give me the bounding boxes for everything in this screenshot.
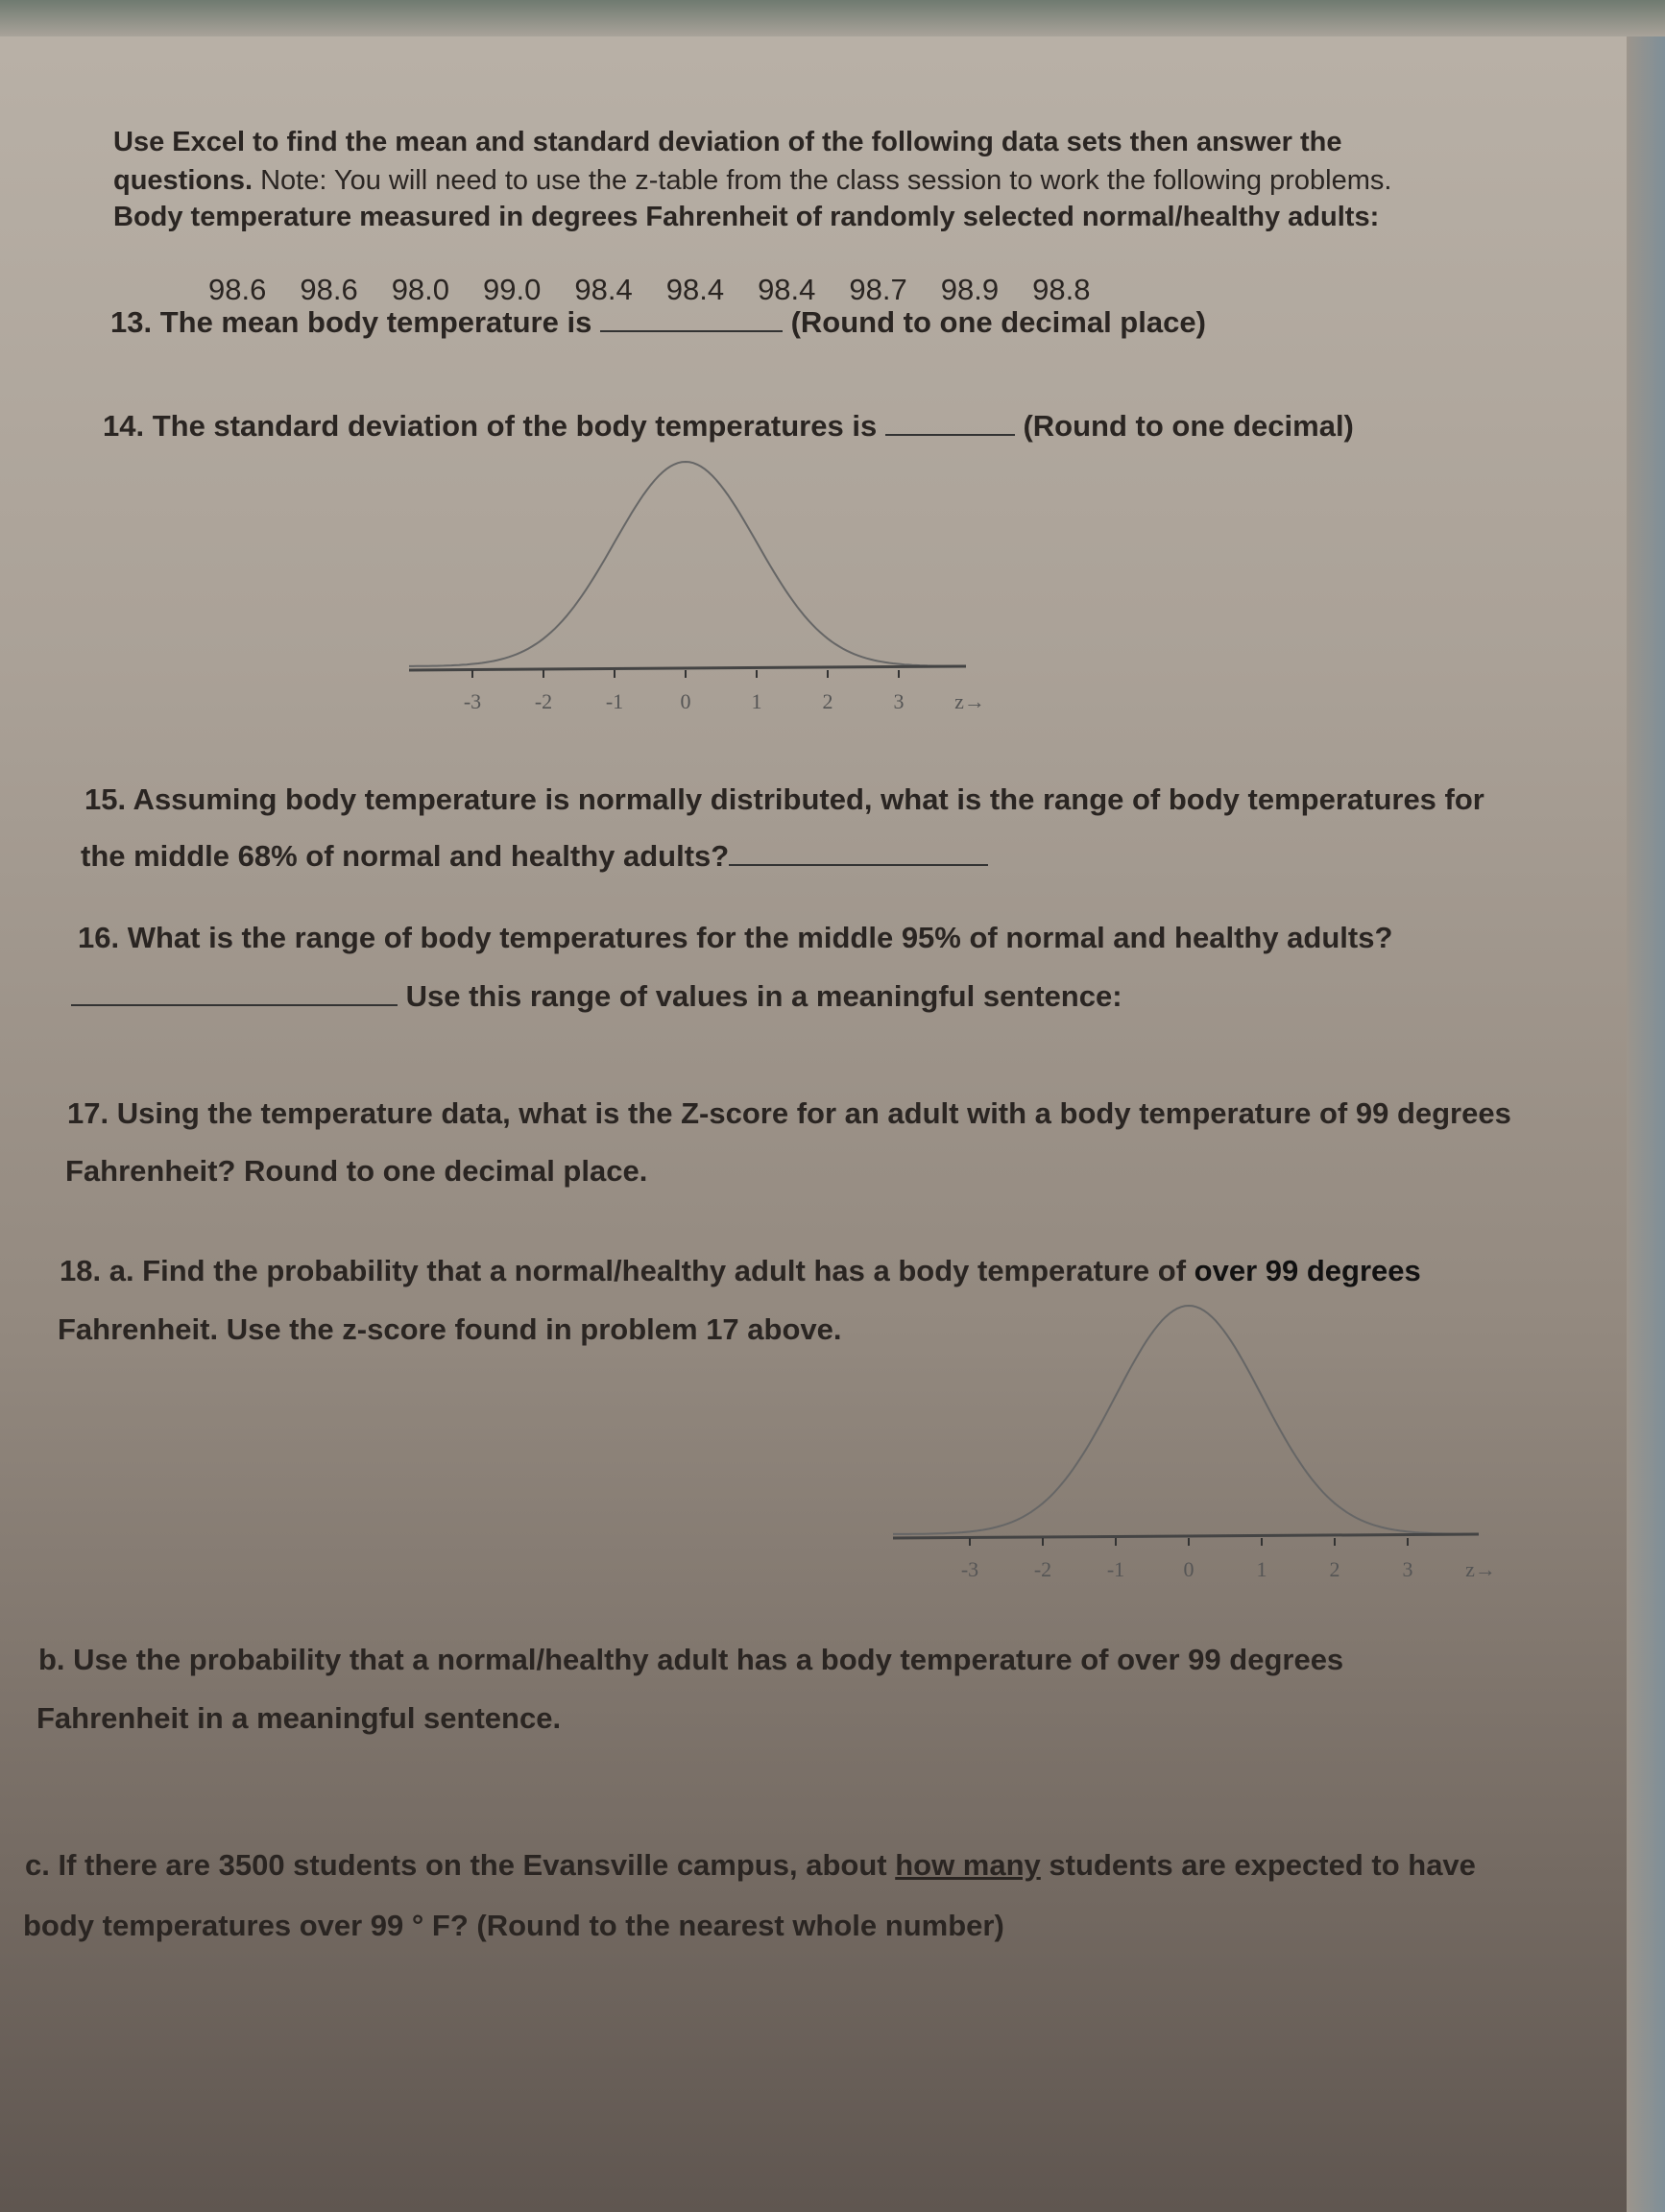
tick-label: 3 [1402, 1557, 1413, 1581]
q14-text: 14. The standard deviation of the body temperatures is [103, 409, 878, 443]
q16-text: Use this range of values in a meaningful sentence: [405, 979, 1122, 1013]
tick-label: 1 [751, 689, 762, 713]
data-value: 99.0 [483, 273, 542, 306]
z-axis [409, 666, 966, 670]
tick-label: -1 [1106, 1557, 1125, 1581]
q16-answer-blank[interactable] [71, 1003, 398, 1006]
data-value: 98.6 [208, 273, 267, 306]
tick-label: 3 [893, 689, 905, 713]
q18a-line-1 [60, 1254, 1421, 1288]
q16-line-2 [71, 979, 1122, 1014]
q14-note: (Round to one decimal) [1023, 409, 1354, 443]
tick-label: -2 [534, 689, 553, 713]
z-axis [893, 1534, 1479, 1538]
question-13 [110, 305, 1206, 340]
q18a-text: 18. a. Find the probability that a normal/healthy adult has a body temperature of [60, 1254, 1187, 1287]
instructions-line-3: Body temperature measured in degrees Fahrenheit of randomly selected normal/healthy adults: [113, 202, 1380, 232]
q18c-line-1 [25, 1848, 1476, 1883]
tick-label: 0 [1183, 1557, 1194, 1581]
instructions-questions: questions. [113, 165, 253, 196]
data-value: 98.6 [300, 273, 358, 306]
photo-background-top [0, 0, 1665, 36]
instructions-line-2 [113, 165, 1391, 197]
q15-text: the middle 68% of normal and healthy adults? [81, 839, 730, 873]
q15-line-1: 15. Assuming body temperature is normally distributed, what is the range of body temperatures for [84, 782, 1484, 816]
q18c-line-2: body temperatures over 99 ° F? (Round to the nearest whole number) [23, 1909, 1004, 1942]
q18a-emphasis: over 99 degrees [1194, 1254, 1421, 1287]
bell-curve [409, 462, 966, 666]
data-value: 98.7 [849, 273, 907, 306]
tick-label: 1 [1256, 1557, 1267, 1581]
q17-line-1: 17. Using the temperature data, what is the Z-score for an adult with a body temperature of 99 degrees [67, 1096, 1511, 1130]
z-axis-label: z→ [1465, 1557, 1496, 1581]
tick-label: 2 [822, 689, 833, 713]
tick-label: -3 [960, 1557, 979, 1581]
bell-curve [893, 1306, 1477, 1534]
normal-curve-2 [893, 1304, 1508, 1592]
q18c-text-end: students are expected to have [1049, 1848, 1476, 1882]
tick-label: 0 [680, 689, 691, 713]
question-14 [103, 409, 1354, 444]
tick-label: -2 [1033, 1557, 1052, 1581]
data-value: 98.4 [574, 273, 633, 306]
data-value: 98.4 [665, 273, 725, 306]
data-value: 98.9 [940, 273, 1000, 306]
photo-background-edge [1627, 36, 1665, 2212]
tick-label: -3 [463, 689, 482, 713]
z-axis-label: z→ [954, 689, 985, 713]
tick-label: -1 [605, 689, 624, 713]
q18c-underlined: how many [895, 1848, 1041, 1882]
q18b-line-1: b. Use the probability that a normal/healthy adult has a body temperature of over 99 degrees [38, 1643, 1344, 1676]
q16-line-1: 16. What is the range of body temperatures for the middle 95% of normal and healthy adults? [78, 921, 1393, 954]
q13-answer-blank[interactable] [600, 329, 783, 332]
instructions-line-1: Use Excel to find the mean and standard deviation of the following data sets then answer the [113, 127, 1342, 157]
q13-text: 13. The mean body temperature is [110, 305, 592, 339]
q18c-text: c. If there are 3500 students on the Evansville campus, about [25, 1848, 887, 1882]
q15-line-2 [81, 839, 988, 874]
data-value: 98.8 [1032, 273, 1091, 306]
instructions-note: Note: You will need to use the z-table from the class session to work the following problems. [260, 165, 1392, 196]
tick-label: 2 [1329, 1557, 1340, 1581]
q14-answer-blank[interactable] [885, 433, 1015, 436]
data-values-row [208, 273, 1123, 307]
q15-answer-blank[interactable] [729, 863, 988, 866]
q18a-line-2: Fahrenheit. Use the z-score found in problem 17 above. [58, 1312, 842, 1346]
q13-note: (Round to one decimal place) [790, 305, 1206, 339]
q17-line-2: Fahrenheit? Round to one decimal place. [65, 1154, 648, 1188]
data-value: 98.0 [391, 273, 450, 306]
q18b-line-2: Fahrenheit in a meaningful sentence. [36, 1701, 562, 1735]
normal-curve-1 [409, 461, 985, 730]
data-value: 98.4 [758, 273, 816, 306]
